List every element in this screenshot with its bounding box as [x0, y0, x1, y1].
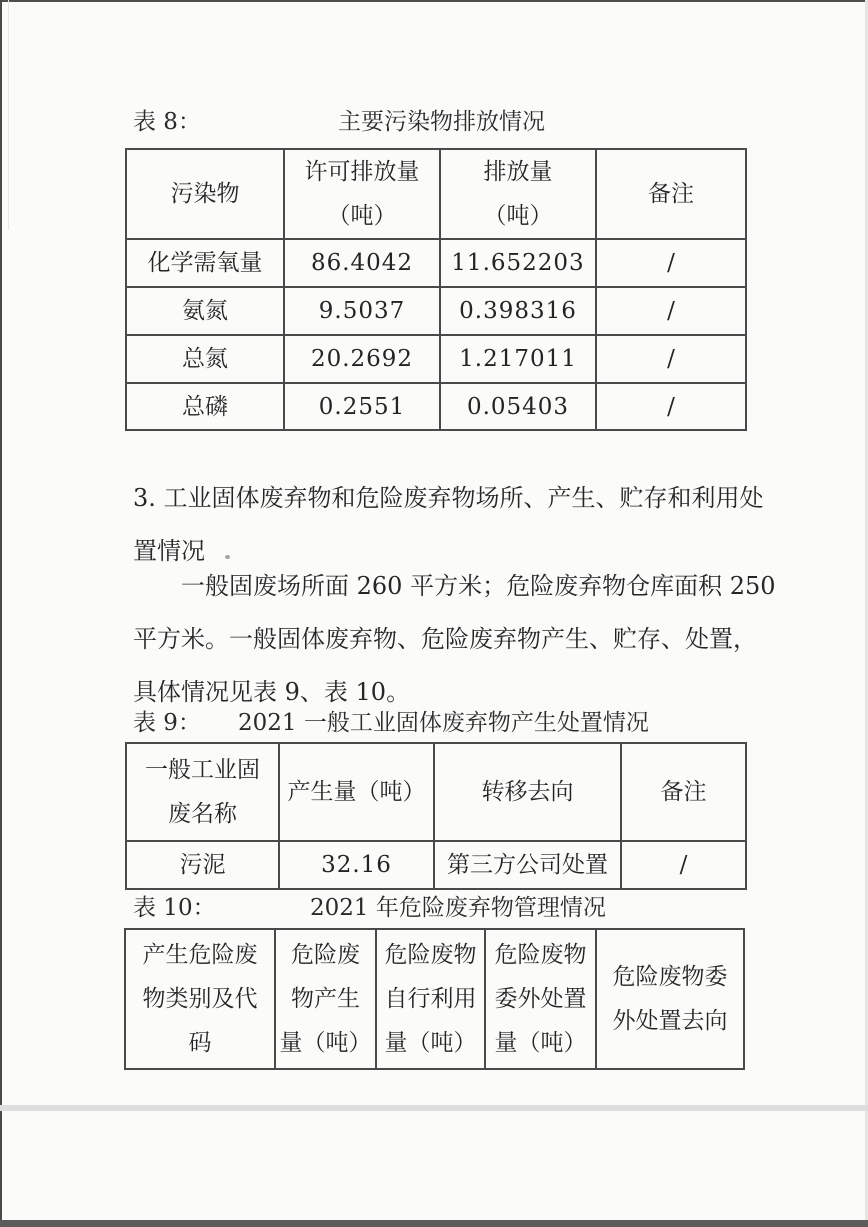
- table8-title: 主要污染物排放情况: [338, 109, 545, 135]
- scan-edge-top: [0, 0, 868, 2]
- table8-cell-emitted: 0.398316: [440, 287, 596, 335]
- table9-cell-remark: /: [621, 841, 746, 889]
- table8-row-total-phosphorus: [126, 383, 746, 430]
- table8-cell-emitted: 0.05403: [440, 383, 596, 430]
- table9-col-generated-amount: 产生量（吨）: [279, 743, 434, 841]
- scan-streak-horizontal: [0, 1105, 868, 1111]
- table9-col-waste-name: 一般工业固 废名称: [126, 743, 279, 841]
- table8-col-permitted-amount: 许可排放量 （吨）: [284, 149, 440, 239]
- table8-cell-pollutant: 总氮: [126, 335, 284, 383]
- table9-cell-transfer-destination: 第三方公司处置: [434, 841, 621, 889]
- table10-col-self-utilized-amount: 危险废物 自行利用 量（吨）: [376, 929, 485, 1069]
- table8-cell-emitted: 1.217011: [440, 335, 596, 383]
- table8-cell-remark: /: [596, 239, 746, 287]
- table8-row-total-nitrogen: [126, 335, 746, 383]
- table8-cell-pollutant: 总磷: [126, 383, 284, 430]
- table8-cell-remark: /: [596, 287, 746, 335]
- scan-edge-bottom: [0, 1220, 868, 1227]
- table8-cell-remark: /: [596, 383, 746, 430]
- table8-header-row: [126, 149, 746, 239]
- table9-label: 表 9：: [133, 710, 201, 736]
- table8-col-pollutant: 污染物: [126, 149, 284, 239]
- table10-col-generated-amount: 危险废 物产生 量（吨）: [275, 929, 376, 1069]
- scan-edge-left: [0, 0, 2, 1227]
- scan-edge-left-faint: [8, 0, 9, 230]
- table8-cell-pollutant: 化学需氧量: [126, 239, 284, 287]
- table9-title: 2021 一般工业固体废弃物产生处置情况: [238, 710, 649, 736]
- section3-paragraph: 一般固废场所面 260 平方米；危险废弃物仓库面积 250 平方米。一般固体废弃物、危险废弃物产生、贮存、处置， 具体情况见表 9、表 10。: [133, 572, 776, 706]
- table8-cell-pollutant: 氨氮: [126, 287, 284, 335]
- table8-cell-permitted: 0.2551: [284, 383, 440, 430]
- table8-cell-remark: /: [596, 335, 746, 383]
- table8-pollutant-emissions: [125, 148, 747, 431]
- table8-row-cod: [126, 239, 746, 287]
- table8-cell-permitted: 9.5037: [284, 287, 440, 335]
- table10-col-waste-category-code: 产生危险废 物类别及代 码: [125, 929, 275, 1069]
- table10-col-outsourced-disposal-destination: 危险废物委 外处置去向: [596, 929, 744, 1069]
- section3-heading: 3. 工业固体废弃物和危险废弃物场所、产生、贮存和利用处 置情况: [133, 484, 764, 565]
- scan-dot-artifact: [225, 555, 230, 559]
- table8-cell-permitted: 20.2692: [284, 335, 440, 383]
- table8-label: 表 8：: [133, 109, 201, 135]
- table10-hazardous-waste: [124, 928, 745, 1070]
- table9-col-remark: 备注: [621, 743, 746, 841]
- table9-general-solid-waste: [125, 742, 747, 890]
- table8-cell-emitted: 11.652203: [440, 239, 596, 287]
- table8-cell-permitted: 86.4042: [284, 239, 440, 287]
- table10-label: 表 10：: [133, 895, 216, 921]
- table9-cell-generated-amount: 32.16: [279, 841, 434, 889]
- table8-col-remark: 备注: [596, 149, 746, 239]
- table10-col-outsourced-disposal-amount: 危险废物 委外处置 量（吨）: [485, 929, 596, 1069]
- table10-title: 2021 年危险废弃物管理情况: [310, 895, 606, 921]
- table9-header-row: [126, 743, 746, 841]
- table8-row-ammonia: [126, 287, 746, 335]
- table9-col-transfer-destination: 转移去向: [434, 743, 621, 841]
- table10-header-row: [125, 929, 744, 1069]
- table9-row-sludge: [126, 841, 746, 889]
- table8-col-emitted-amount: 排放量 （吨）: [440, 149, 596, 239]
- table9-cell-waste-name: 污泥: [126, 841, 279, 889]
